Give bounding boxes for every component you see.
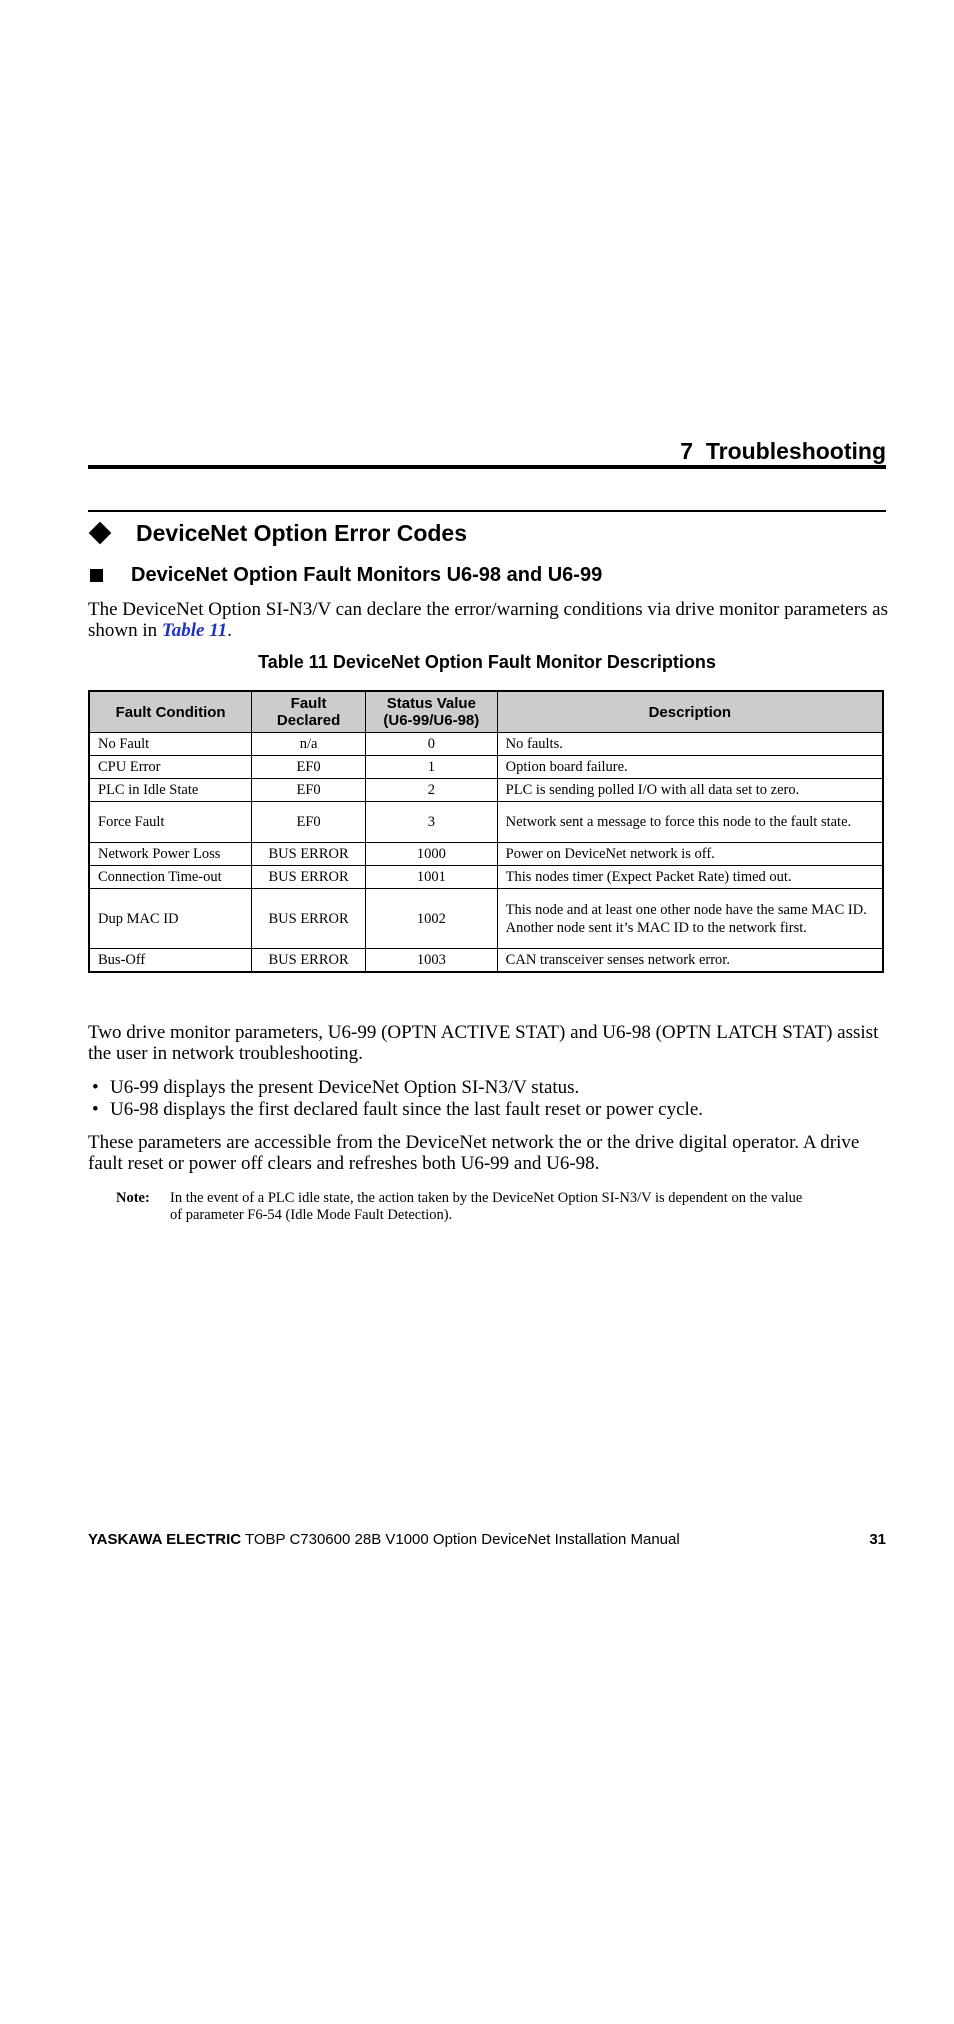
fault-monitor-table bbox=[88, 690, 884, 973]
cell-status: 1002 bbox=[366, 889, 498, 949]
note bbox=[116, 1190, 816, 1224]
cell-declared: BUS ERROR bbox=[252, 843, 366, 866]
cell-description: CAN transceiver senses network error. bbox=[497, 949, 883, 973]
header-fault-condition: Fault Condition bbox=[89, 691, 252, 733]
cell-description: Option board failure. bbox=[497, 756, 883, 779]
table-row bbox=[89, 889, 883, 949]
note-label: Note: bbox=[116, 1190, 150, 1206]
cell-description: Network sent a message to force this node to the fault state. bbox=[497, 802, 883, 843]
cell-declared: n/a bbox=[252, 733, 366, 756]
cell-condition: Network Power Loss bbox=[89, 843, 252, 866]
subsection-title: DeviceNet Option Fault Monitors U6-98 and U6-99 bbox=[131, 563, 603, 586]
table-row bbox=[89, 843, 883, 866]
cell-status: 1 bbox=[366, 756, 498, 779]
table-title: Table 11 DeviceNet Option Fault Monitor Descriptions bbox=[258, 652, 716, 672]
chapter-number: 7 bbox=[680, 438, 694, 464]
bullet-list bbox=[88, 1077, 888, 1121]
cell-status: 0 bbox=[366, 733, 498, 756]
section-heading bbox=[88, 517, 467, 549]
cell-declared: EF0 bbox=[252, 802, 366, 843]
monitor-paragraph: Two drive monitor parameters, U6-99 (OPTN ACTIVE STAT) and U6-98 (OPTN LATCH STAT) assist the user in network troubleshooting. bbox=[88, 1022, 879, 1064]
cell-description: No faults. bbox=[497, 733, 883, 756]
header-fault-declared: Fault Declared bbox=[252, 691, 366, 733]
cell-description: PLC is sending polled I/O with all data set to zero. bbox=[497, 779, 883, 802]
bullet-dot-icon: • bbox=[92, 1077, 99, 1098]
cell-description: This nodes timer (Expect Packet Rate) timed out. bbox=[497, 866, 883, 889]
cell-description: Power on DeviceNet network is off. bbox=[497, 843, 883, 866]
intro-text: The DeviceNet Option SI-N3/V can declare the error/warning conditions via drive monitor parameters as shown in bbox=[88, 599, 889, 641]
section-title: DeviceNet Option Error Codes bbox=[136, 519, 468, 546]
cell-status: 1000 bbox=[366, 843, 498, 866]
table-row bbox=[89, 802, 883, 843]
footer-brand: YASKAWA ELECTRIC bbox=[88, 1531, 242, 1548]
list-item bbox=[88, 1077, 888, 1099]
page-number: 31 bbox=[869, 1531, 886, 1548]
cell-status: 2 bbox=[366, 779, 498, 802]
cell-declared: EF0 bbox=[252, 756, 366, 779]
cell-declared: BUS ERROR bbox=[252, 889, 366, 949]
intro-end: . bbox=[227, 620, 232, 641]
cell-description: This node and at least one other node have the same MAC ID. Another node sent it’s MAC ID to the network first. bbox=[497, 889, 883, 949]
square-bullet-icon bbox=[90, 569, 103, 582]
intro-paragraph bbox=[88, 599, 888, 641]
cell-condition: Force Fault bbox=[89, 802, 252, 843]
cell-declared: BUS ERROR bbox=[252, 949, 366, 973]
cell-condition: PLC in Idle State bbox=[89, 779, 252, 802]
list-item bbox=[88, 1099, 888, 1121]
bullet-text: U6-99 displays the present DeviceNet Option SI-N3/V status. bbox=[110, 1077, 580, 1098]
cell-condition: CPU Error bbox=[89, 756, 252, 779]
cell-condition: Bus-Off bbox=[89, 949, 252, 973]
cell-condition: Connection Time-out bbox=[89, 866, 252, 889]
table-row bbox=[89, 866, 883, 889]
subsection-heading bbox=[88, 562, 602, 588]
section-rule bbox=[88, 510, 886, 512]
access-paragraph: These parameters are accessible from the DeviceNet network the or the drive digital operator. A drive fault reset or power off clears and refreshes both U6-99 and U6-98. bbox=[88, 1132, 860, 1174]
diamond-icon bbox=[89, 522, 112, 545]
chapter-title bbox=[88, 437, 886, 465]
header-status-value: Status Value (U6-99/U6-98) bbox=[366, 691, 498, 733]
table-row bbox=[89, 733, 883, 756]
table-row bbox=[89, 756, 883, 779]
cell-status: 3 bbox=[366, 802, 498, 843]
note-text: In the event of a PLC idle state, the action taken by the DeviceNet Option SI-N3/V is dependent on the value of parameter F6-54 (Idle Mode Fault Detection). bbox=[170, 1190, 803, 1223]
cell-condition: Dup MAC ID bbox=[89, 889, 252, 949]
table-row bbox=[89, 949, 883, 973]
page-footer bbox=[88, 1531, 886, 1548]
footer-manual-title: TOBP C730600 28B V1000 Option DeviceNet Installation Manual bbox=[244, 1531, 680, 1548]
table-row bbox=[89, 779, 883, 802]
cell-status: 1003 bbox=[366, 949, 498, 973]
footer-manual-info bbox=[88, 1531, 680, 1548]
table-11-link[interactable]: Table 11 bbox=[161, 620, 228, 641]
header-description: Description bbox=[497, 691, 883, 733]
bullet-text: U6-98 displays the first declared fault since the last fault reset or power cycle. bbox=[110, 1099, 704, 1120]
cell-declared: BUS ERROR bbox=[252, 866, 366, 889]
bullet-dot-icon: • bbox=[92, 1099, 99, 1120]
table-header-row bbox=[89, 691, 883, 733]
cell-condition: No Fault bbox=[89, 733, 252, 756]
chapter-name: Troubleshooting bbox=[705, 438, 886, 464]
cell-declared: EF0 bbox=[252, 779, 366, 802]
header-rule bbox=[88, 465, 886, 469]
cell-status: 1001 bbox=[366, 866, 498, 889]
